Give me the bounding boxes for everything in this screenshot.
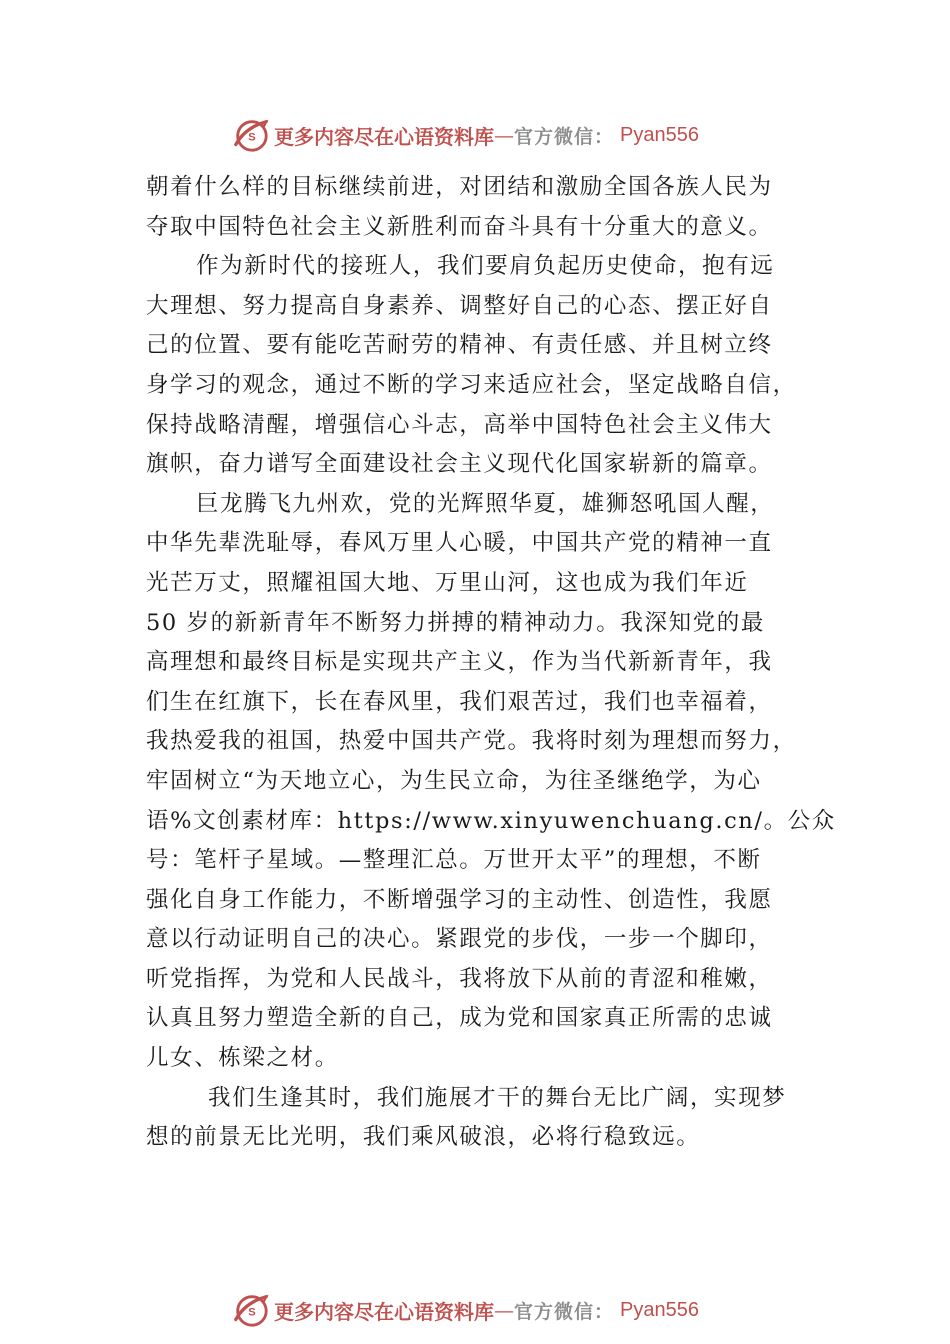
text-line: 大理想、努力提高自身素养、调整好自己的心态、摆正好自 xyxy=(146,292,773,319)
footer-wechat-label: 官方微信： xyxy=(514,1300,615,1323)
text-line: 语%文创素材库：https://www.xinyuwenchuang.cn/。公众 xyxy=(146,807,836,834)
document-body xyxy=(146,168,836,1158)
header-banner xyxy=(232,115,699,155)
text-line: 夺取中国特色社会主义新胜利而奋斗具有十分重大的意义。 xyxy=(146,213,773,240)
text-line: 强化自身工作能力，不断增强学习的主动性、创造性，我愿 xyxy=(146,886,773,913)
text-line: 高理想和最终目标是实现共产主义，作为当代新新青年，我 xyxy=(146,649,773,676)
paragraph-start-line: 巨龙腾飞九州欢，党的光辉照华夏，雄狮怒吼国人醒， xyxy=(196,490,775,517)
text-line: 们生在红旗下，长在春风里，我们艰苦过，我们也幸福着， xyxy=(146,688,773,715)
text-line: 听党指挥，为党和人民战斗，我将放下从前的青涩和稚嫩， xyxy=(146,965,773,992)
header-brand-text: 更多内容尽在心语资料库 xyxy=(274,124,494,149)
text-line: 儿女、栋梁之材。 xyxy=(146,1045,339,1072)
header-separator: — xyxy=(494,123,514,147)
header-wechat-label: 官方微信： xyxy=(514,125,615,148)
text-line: 想的前景无比光明，我们乘风破浪，必将行稳致远。 xyxy=(146,1124,701,1151)
footer-brand-text: 更多内容尽在心语资料库 xyxy=(274,1299,494,1324)
text-line: 牢固树立“为天地立心，为生民立命，为往圣继绝学，为心 xyxy=(146,767,762,794)
text-line: 意以行动证明自己的决心。紧跟党的步伐，一步一个脚印， xyxy=(146,926,773,953)
footer-banner xyxy=(232,1290,699,1330)
text-line: 旗帜，奋力谱写全面建设社会主义现代化国家崭新的篇章。 xyxy=(146,451,773,478)
brand-logo-icon xyxy=(232,1291,270,1329)
text-line: 身学习的观念，通过不断的学习来适应社会，坚定战略自信， xyxy=(146,371,797,398)
header-wechat-id: Pyan556 xyxy=(620,123,699,146)
paragraph-start-line: 作为新时代的接班人，我们要肩负起历史使命，抱有远 xyxy=(196,253,775,280)
text-line: 光芒万丈，照耀祖国大地、万里山河，这也成为我们年近 xyxy=(146,569,749,596)
text-line: 保持战略清醒，增强信心斗志，高举中国特色社会主义伟大 xyxy=(146,411,773,438)
paragraph-start-line: 我们生逢其时，我们施展才干的舞台无比广阔，实现梦 xyxy=(208,1084,787,1111)
text-line: 认真且努力塑造全新的自己，成为党和国家真正所需的忠诚 xyxy=(146,1005,773,1032)
text-line: 我热爱我的祖国，热爱中国共产党。我将时刻为理想而努力， xyxy=(146,728,797,755)
text-line: 50 岁的新新青年不断努力拼搏的精神动力。我深知党的最 xyxy=(146,609,765,636)
brand-logo-icon xyxy=(232,116,270,154)
footer-wechat-id: Pyan556 xyxy=(620,1298,699,1321)
text-line: 号：笔杆子星域。—整理汇总。万世开太平”的理想，不断 xyxy=(146,847,762,874)
text-line: 己的位置、要有能吃苦耐劳的精神、有责任感、并且树立终 xyxy=(146,332,773,359)
svg-text:S: S xyxy=(248,1306,256,1319)
footer-separator: — xyxy=(494,1298,514,1322)
text-line: 朝着什么样的目标继续前进，对团结和激励全国各族人民为 xyxy=(146,174,773,200)
svg-text:S: S xyxy=(248,131,256,144)
text-line: 中华先辈洗耻辱，春风万里人心暖，中国共产党的精神一直 xyxy=(146,530,773,557)
